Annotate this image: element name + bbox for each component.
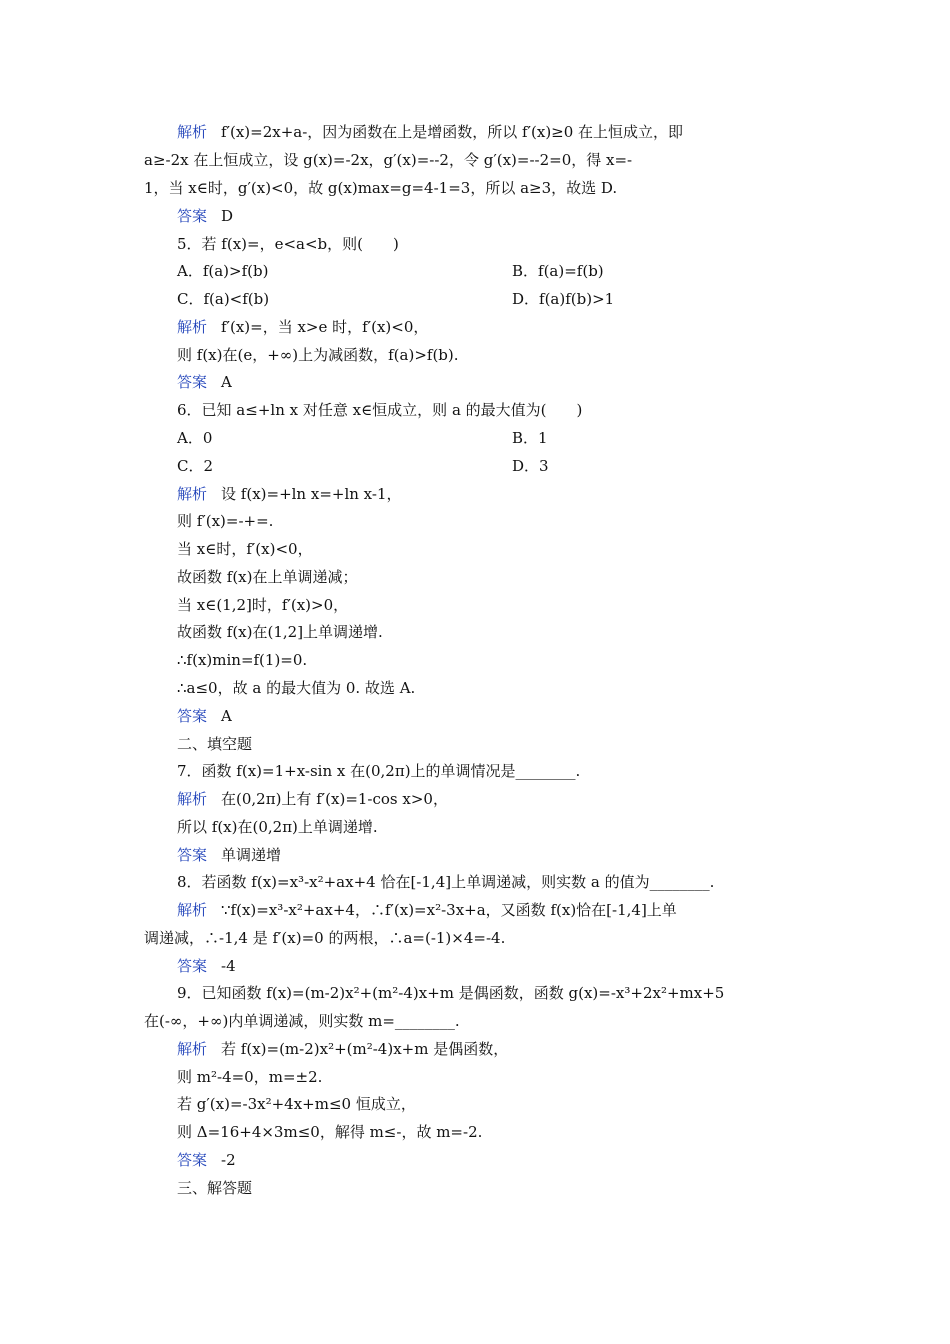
q6-sol-7: ∴f(x)min=f(1)=0. [177,651,308,669]
q6-sol-4: 故函数 f(x)在上单调递减； [177,568,358,586]
q4-sol-1: f′(x)=2x+a-，因为函数在上是增函数，所以 f′(x)≥0 在上恒成立，即 [221,123,684,141]
q9-sol-2: 则 m²-4=0，m=±2. [177,1068,323,1086]
q6-solution-line-5 [0,592,950,619]
q7-solution-line-1 [0,786,950,813]
q9-sol-1: 若 f(x)=(m-2)x²+(m²-4)x+m 是偶函数， [221,1040,509,1058]
q5-answer-line [0,369,950,396]
q6-solution-line-7 [0,647,950,674]
q5-stem [0,231,950,258]
daan-label: 答案 [177,207,208,225]
q5-option-d: D．f(a)f(b)>1 [512,290,615,308]
q5-sol-1: f′(x)=，当 x>e 时，f′(x)<0， [221,318,429,336]
q6-sol-2: 则 f′(x)=-+=. [177,512,274,530]
q8-solution-line-1 [0,897,950,924]
jiexi-label: 解析 [177,901,208,919]
section-fill-in-heading [0,731,950,758]
q9-stem-1: 9．已知函数 f(x)=(m-2)x²+(m²-4)x+m 是偶函数，函数 g(x)=-x³+2x²+mx+5 [177,984,725,1002]
jiexi-label: 解析 [177,790,208,808]
daan-label: 答案 [177,957,208,975]
q6-stem [0,397,950,424]
q5-solution-line-2 [0,342,950,369]
q6-solution-line-8 [0,675,950,702]
q5-option-b: B．f(a)=f(b) [512,262,604,280]
section3-title: 三、解答题 [177,1179,253,1197]
q9-answer: -2 [221,1151,236,1169]
q6-option-c: C．2 [177,457,214,475]
q8-sol-1: ∵f(x)=x³-x²+ax+4，∴f′(x)=x²-3x+a，又函数 f(x)恰在[-1,4]上单 [221,901,677,919]
q9-stem-line-1 [0,980,950,1007]
q7-sol-1: 在(0,2π)上有 f′(x)=1-cos x>0， [221,790,448,808]
daan-label: 答案 [177,707,208,725]
q4-sol-3: 1，当 x∈时，g′(x)<0，故 g(x)max=g=4-1=3，所以 a≥3，故选 D. [144,179,618,197]
jiexi-label: 解析 [177,318,208,336]
q6-answer-line [0,703,950,730]
q6-sol-8: ∴a≤0，故 a 的最大值为 0. 故选 A. [177,679,416,697]
q9-solution-line-4 [0,1119,950,1146]
q4-sol-2: a≥-2x 在上恒成立，设 g(x)=-2x，g′(x)=--2，令 g′(x)=--2=0，得 x=- [144,151,633,169]
q9-solution-line-2 [0,1064,950,1091]
q9-solution-line-1 [0,1036,950,1063]
q9-sol-4: 则 Δ=16+4×3m≤0，解得 m≤-，故 m=-2. [177,1123,483,1141]
q6-option-a: A．0 [177,429,213,447]
q7-answer-line [0,842,950,869]
q5-option-a: A．f(a)>f(b) [177,262,269,280]
q4-solution-line-3 [0,175,950,202]
section-answer-heading [0,1175,950,1202]
q5-options-row-2 [0,286,950,313]
q6-option-d: D．3 [512,457,549,475]
q7-solution-line-2 [0,814,950,841]
q6-sol-5: 当 x∈(1,2]时，f′(x)>0， [177,596,349,614]
q4-solution-line-2 [0,147,950,174]
q4-solution-line-1 [0,119,950,146]
q7-stem [0,758,950,785]
q6-option-b: B．1 [512,429,548,447]
q6-solution-line-4 [0,564,950,591]
q9-solution-line-3 [0,1091,950,1118]
q6-sol-3: 当 x∈时，f′(x)<0， [177,540,313,558]
jiexi-label: 解析 [177,485,208,503]
q5-sol-2: 则 f(x)在(e，+∞)上为减函数，f(a)>f(b). [177,346,459,364]
q8-solution-line-2 [0,925,950,952]
q6-answer: A [221,707,232,725]
q5-stem-text: 5．若 f(x)=，e<a<b，则( ) [177,235,399,253]
q6-options-row-2 [0,453,950,480]
q6-stem-text: 6．已知 a≤+ln x 对任意 x∈恒成立，则 a 的最大值为( ) [177,401,583,419]
q8-sol-2: 调递减，∴-1,4 是 f′(x)=0 的两根，∴a=(-1)×4=-4. [144,929,506,947]
q6-sol-1: 设 f(x)=+ln x=+ln x-1， [221,485,402,503]
q7-answer: 单调递增 [221,846,282,864]
q6-solution-line-2 [0,508,950,535]
section2-title: 二、填空题 [177,735,253,753]
q4-answer: D [221,207,234,225]
q6-options-row-1 [0,425,950,452]
q9-sol-3: 若 g′(x)=-3x²+4x+m≤0 恒成立， [177,1095,416,1113]
q6-solution-line-3 [0,536,950,563]
q9-stem-line-2 [0,1008,950,1035]
q5-solution-line-1 [0,314,950,341]
q6-sol-6: 故函数 f(x)在(1,2]上单调递增. [177,623,383,641]
q9-stem-2: 在(-∞，+∞)内单调递减，则实数 m=________. [144,1012,460,1030]
q7-stem-text: 7．函数 f(x)=1+x-sin x 在(0,2π)上的单调情况是________. [177,762,581,780]
q8-stem-text: 8．若函数 f(x)=x³-x²+ax+4 恰在[-1,4]上单调递减，则实数 a 的值为________. [177,873,715,891]
q4-answer-line [0,203,950,230]
jiexi-label: 解析 [177,123,208,141]
q7-sol-2: 所以 f(x)在(0,2π)上单调递增. [177,818,378,836]
q5-answer: A [221,373,232,391]
q8-answer: -4 [221,957,236,975]
q6-solution-line-6 [0,619,950,646]
q6-solution-line-1 [0,481,950,508]
jiexi-label: 解析 [177,1040,208,1058]
q5-option-c: C．f(a)<f(b) [177,290,270,308]
daan-label: 答案 [177,1151,208,1169]
q5-options-row-1 [0,258,950,285]
daan-label: 答案 [177,846,208,864]
daan-label: 答案 [177,373,208,391]
q8-stem [0,869,950,896]
q8-answer-line [0,953,950,980]
q9-answer-line [0,1147,950,1174]
